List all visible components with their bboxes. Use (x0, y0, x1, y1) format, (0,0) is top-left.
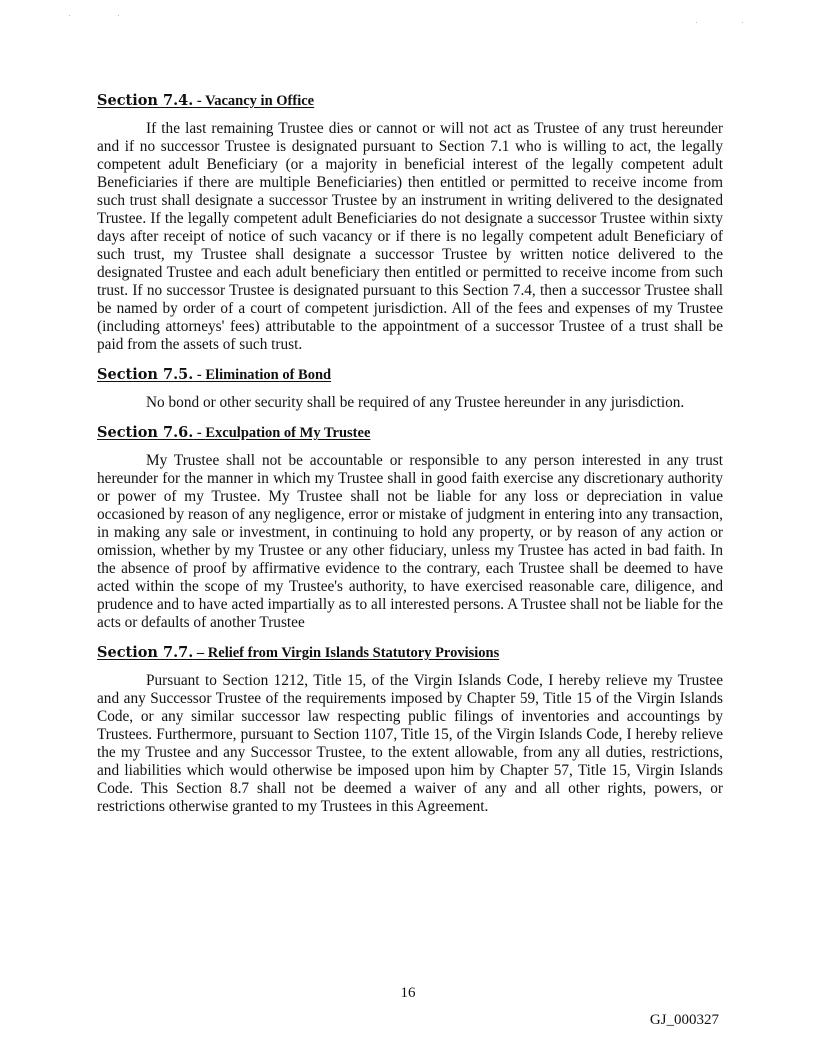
section-7-4 (97, 92, 723, 354)
document-page (97, 92, 723, 816)
section-number: Section 7.4. (97, 92, 194, 109)
section-number: Section 7.7. (97, 644, 194, 661)
section-separator: - (193, 425, 206, 441)
section-heading (97, 92, 723, 110)
section-heading (97, 424, 723, 442)
section-separator: - (193, 367, 206, 383)
section-7-7 (97, 644, 723, 816)
section-body: Pursuant to Section 1212, Title 15, of the Virgin Islands Code, I hereby relieve my Trustee and any Successor Trustee of the requirements imposed by Chapter 59, Title 15 of the Virgin Islands Code, or any similar successor law respecting public filings of inventories and accountings by Trustees. Furthermore, pursuant to Section 1107, Title 15, of the Virgin Islands Code, I hereby relieve the my Trustee and any Successor Trustee, to the extent allowable, from any all duties, restrictions, and liabilities which would otherwise be imposed upon him by Chapter 57, Title 15, Virgin Islands Code. This Section 8.7 shall not be deemed a waiver of any and all other rights, powers, or restrictions otherwise granted to my Trustees in this Agreement. (97, 672, 723, 815)
section-7-6 (97, 424, 723, 632)
section-separator: - (193, 93, 206, 109)
section-title: Relief from Virgin Islands Statutory Provisions (207, 645, 500, 661)
section-separator: – (193, 645, 208, 661)
section-body: No bond or other security shall be required of any Trustee hereunder in any jurisdiction. (146, 394, 685, 411)
section-title: Elimination of Bond (205, 367, 332, 383)
scan-speck (742, 22, 743, 23)
section-body: My Trustee shall not be accountable or responsible to any person interested in any trust hereunder for the manner in which my Trustee shall in good faith exercise any discretionary authority or power of my Trustee. My Trustee shall not be liable for any loss or depreciation in value occasioned by reason of any negligence, error or mistake of judgment in entering into any transaction, in making any sale or investment, in continuing to hold any property, or by reason of any action or omission, whether by my Trustee or any other fiduciary, unless my Trustee has acted in bad faith. In the absence of proof by affirmative evidence to the contrary, each Trustee shall be deemed to have acted within the scope of my Trustee's authority, to have exercised reasonable care, diligence, and prudence and to have acted impartially as to all interested persons. A Trustee shall not be liable for the acts or defaults of another Trustee (97, 452, 723, 631)
section-number: Section 7.6. (97, 424, 194, 441)
section-body: If the last remaining Trustee dies or cannot or will not act as Trustee of any trust hereunder and if no successor Trustee is designated pursuant to Section 7.1 who is willing to act, the legally competent adult Beneficiary (or a majority in beneficial interest of the legally competent adult Beneficiaries if there are multiple Beneficiaries) then entitled or permitted to receive income from such trust shall designate a successor Trustee by an instrument in writing delivered to the designated Trustee. If the legally competent adult Beneficiaries do not designate a successor Trustee within sixty days after receipt of notice of such vacancy or if there is no legally competent adult Beneficiary of such trust, my Trustee shall designate a successor Trustee by written notice delivered to the designated Trustee and each adult beneficiary then entitled or permitted to receive income from such trust. If no successor Trustee is designated pursuant to this Section 7.4, then a successor Trustee shall be named by order of a court of competent jurisdiction. All of the fees and expenses of my Trustee (including attorneys' fees) attributable to the appointment of a successor Trustee of a trust shall be paid from the assets of such trust. (97, 120, 723, 353)
bates-number: GJ_000327 (649, 1012, 719, 1028)
section-number: Section 7.5. (97, 366, 194, 383)
scan-speck (69, 15, 70, 16)
section-title: Exculpation of My Trustee (205, 425, 371, 441)
section-title: Vacancy in Office (205, 93, 315, 109)
section-heading (97, 366, 723, 384)
scan-speck (118, 15, 119, 16)
scan-speck (696, 22, 697, 23)
section-7-5 (97, 366, 723, 412)
section-heading (97, 644, 723, 662)
page-number: 16 (400, 985, 416, 1001)
